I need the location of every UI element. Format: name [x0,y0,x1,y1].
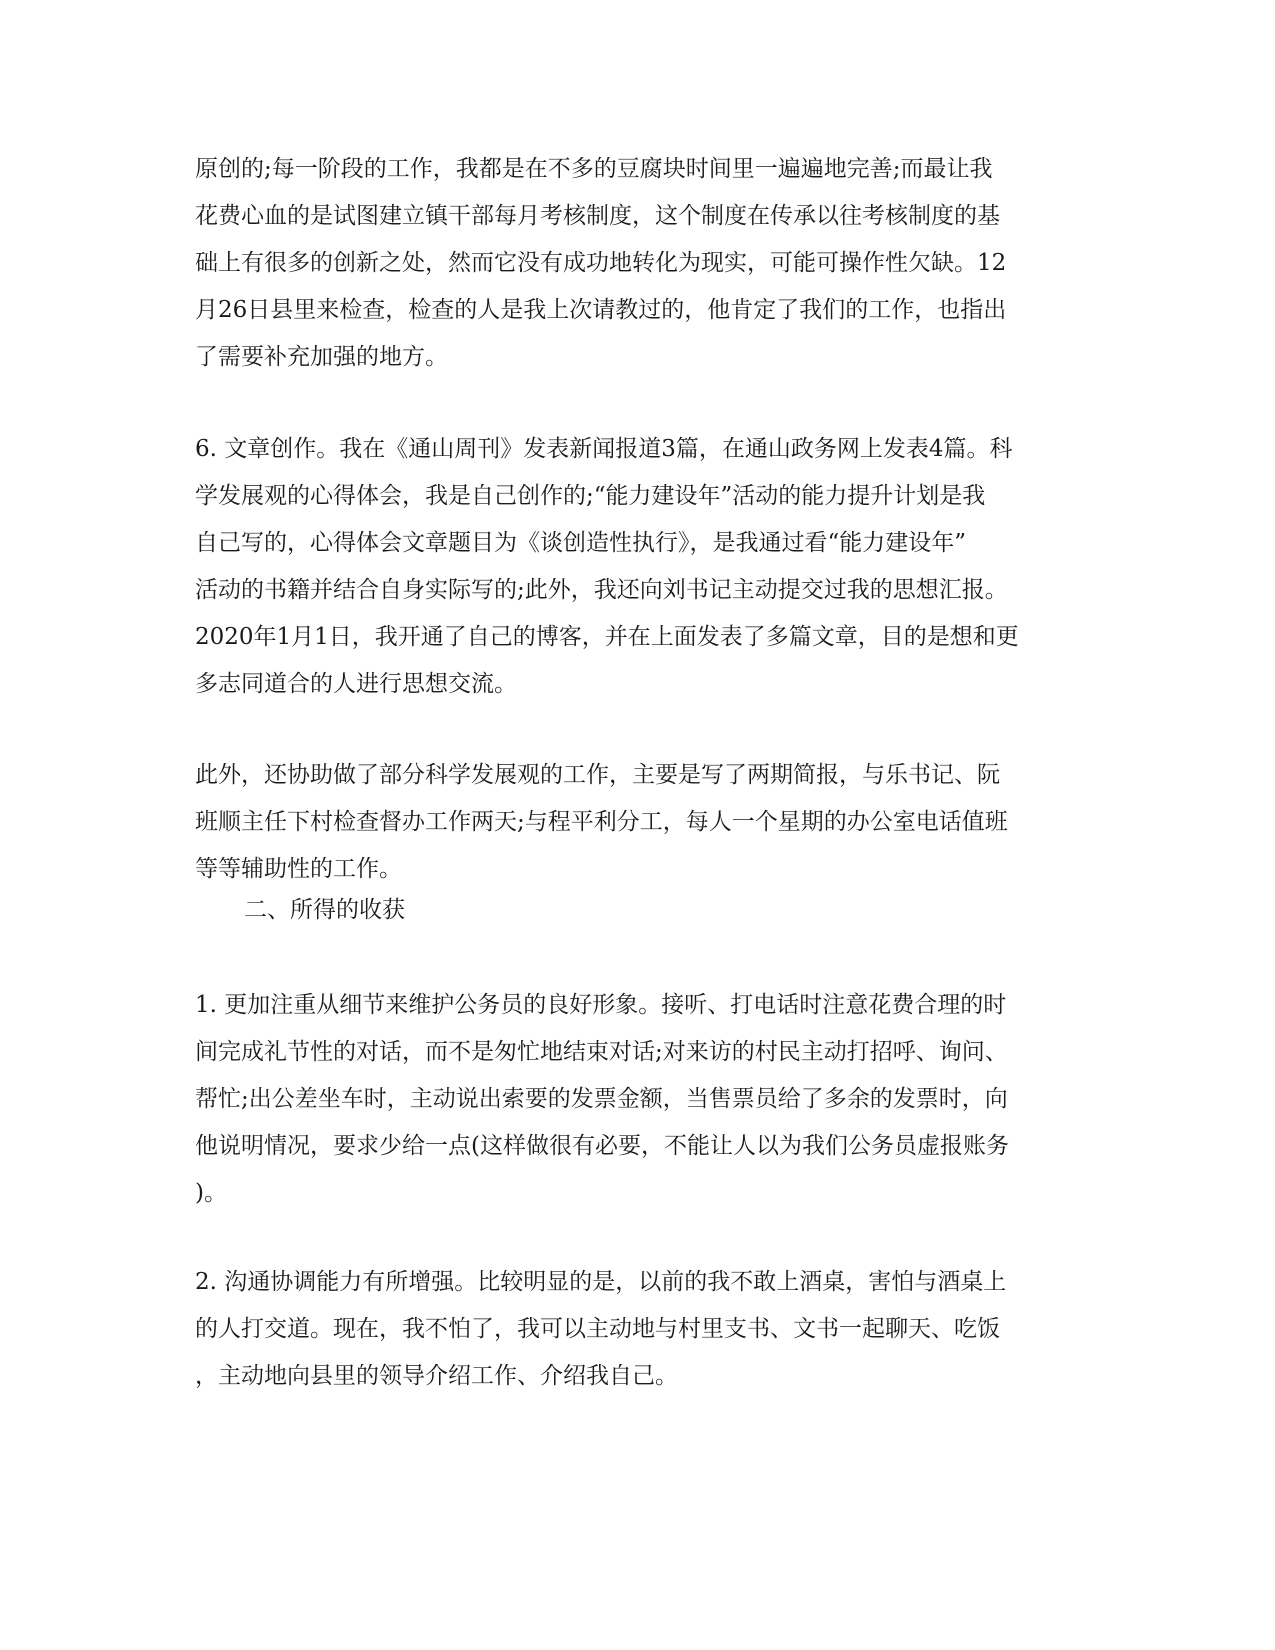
text-line: )。 [195,1180,227,1206]
text-line: ，主动地向县里的领导介绍工作、介绍我自己。 [195,1363,678,1389]
paragraph-other-work [195,752,1095,893]
text-line: 2. 沟通协调能力有所增强。比较明显的是，以前的我不敢上酒桌，害怕与酒桌上 [195,1269,1007,1295]
text-line: 间完成礼节性的对话，而不是匆忙地结束对话;对来访的村民主动打招呼、询问、 [195,1039,1008,1065]
text-line: 的人打交道。现在，我不怕了，我可以主动地与村里支书、文书一起聊天、吃饭 [195,1316,1000,1342]
text-line: 多志同道合的人进行思想交流。 [195,671,517,697]
text-line: 帮忙;出公差坐车时，主动说出索要的发票金额，当售票员给了多余的发票时，向 [195,1086,1008,1112]
text-line: 学发展观的心得体会，我是自己创作的;“能力建设年”活动的能力提升计划是我 [195,483,986,509]
text-line: 了需要补充加强的地方。 [195,344,448,370]
text-line: 等等辅助性的工作。 [195,856,402,882]
text-line: 原创的;每一阶段的工作，我都是在不多的豆腐块时间里一遍遍地完善;而最让我 [195,156,993,182]
paragraph-image-maintenance [195,982,1095,1217]
text-line: 2020年1月1日，我开通了自己的博客，并在上面发表了多篇文章，目的是想和更 [195,624,1019,650]
text-line: 活动的书籍并结合自身实际写的;此外，我还向刘书记主动提交过我的思想汇报。 [195,577,1008,603]
text-line: 1. 更加注重从细节来维护公务员的良好形象。接听、打电话时注意花费合理的时 [195,992,1007,1018]
text-line: 月26日县里来检查，检查的人是我上次请教过的，他肯定了我们的工作，也指出 [195,297,1007,323]
text-line: 自己写的，心得体会文章题目为《谈创造性执行》，是我通过看“能力建设年” [195,530,967,556]
paragraph-assessment-system [195,146,1095,381]
paragraph-communication [195,1259,1095,1400]
paragraph-article-writing [195,426,1095,708]
section-heading: 二、所得的收获 [244,897,405,923]
text-line: 花费心血的是试图建立镇干部每月考核制度，这个制度在传承以往考核制度的基 [195,203,1000,229]
text-line: 6. 文章创作。我在《通山周刊》发表新闻报道3篇，在通山政务网上发表4篇。科 [195,436,1013,462]
text-line: 此外，还协助做了部分科学发展观的工作，主要是写了两期简报，与乐书记、阮 [195,762,1000,788]
text-line: 础上有很多的创新之处，然而它没有成功地转化为现实，可能可操作性欠缺。12 [195,250,1007,276]
text-line: 班顺主任下村检查督办工作两天;与程平利分工，每人一个星期的办公室电话值班 [195,809,1008,835]
text-line: 他说明情况，要求少给一点(这样做很有必要，不能让人以为我们公务员虚报账务 [195,1133,1009,1159]
